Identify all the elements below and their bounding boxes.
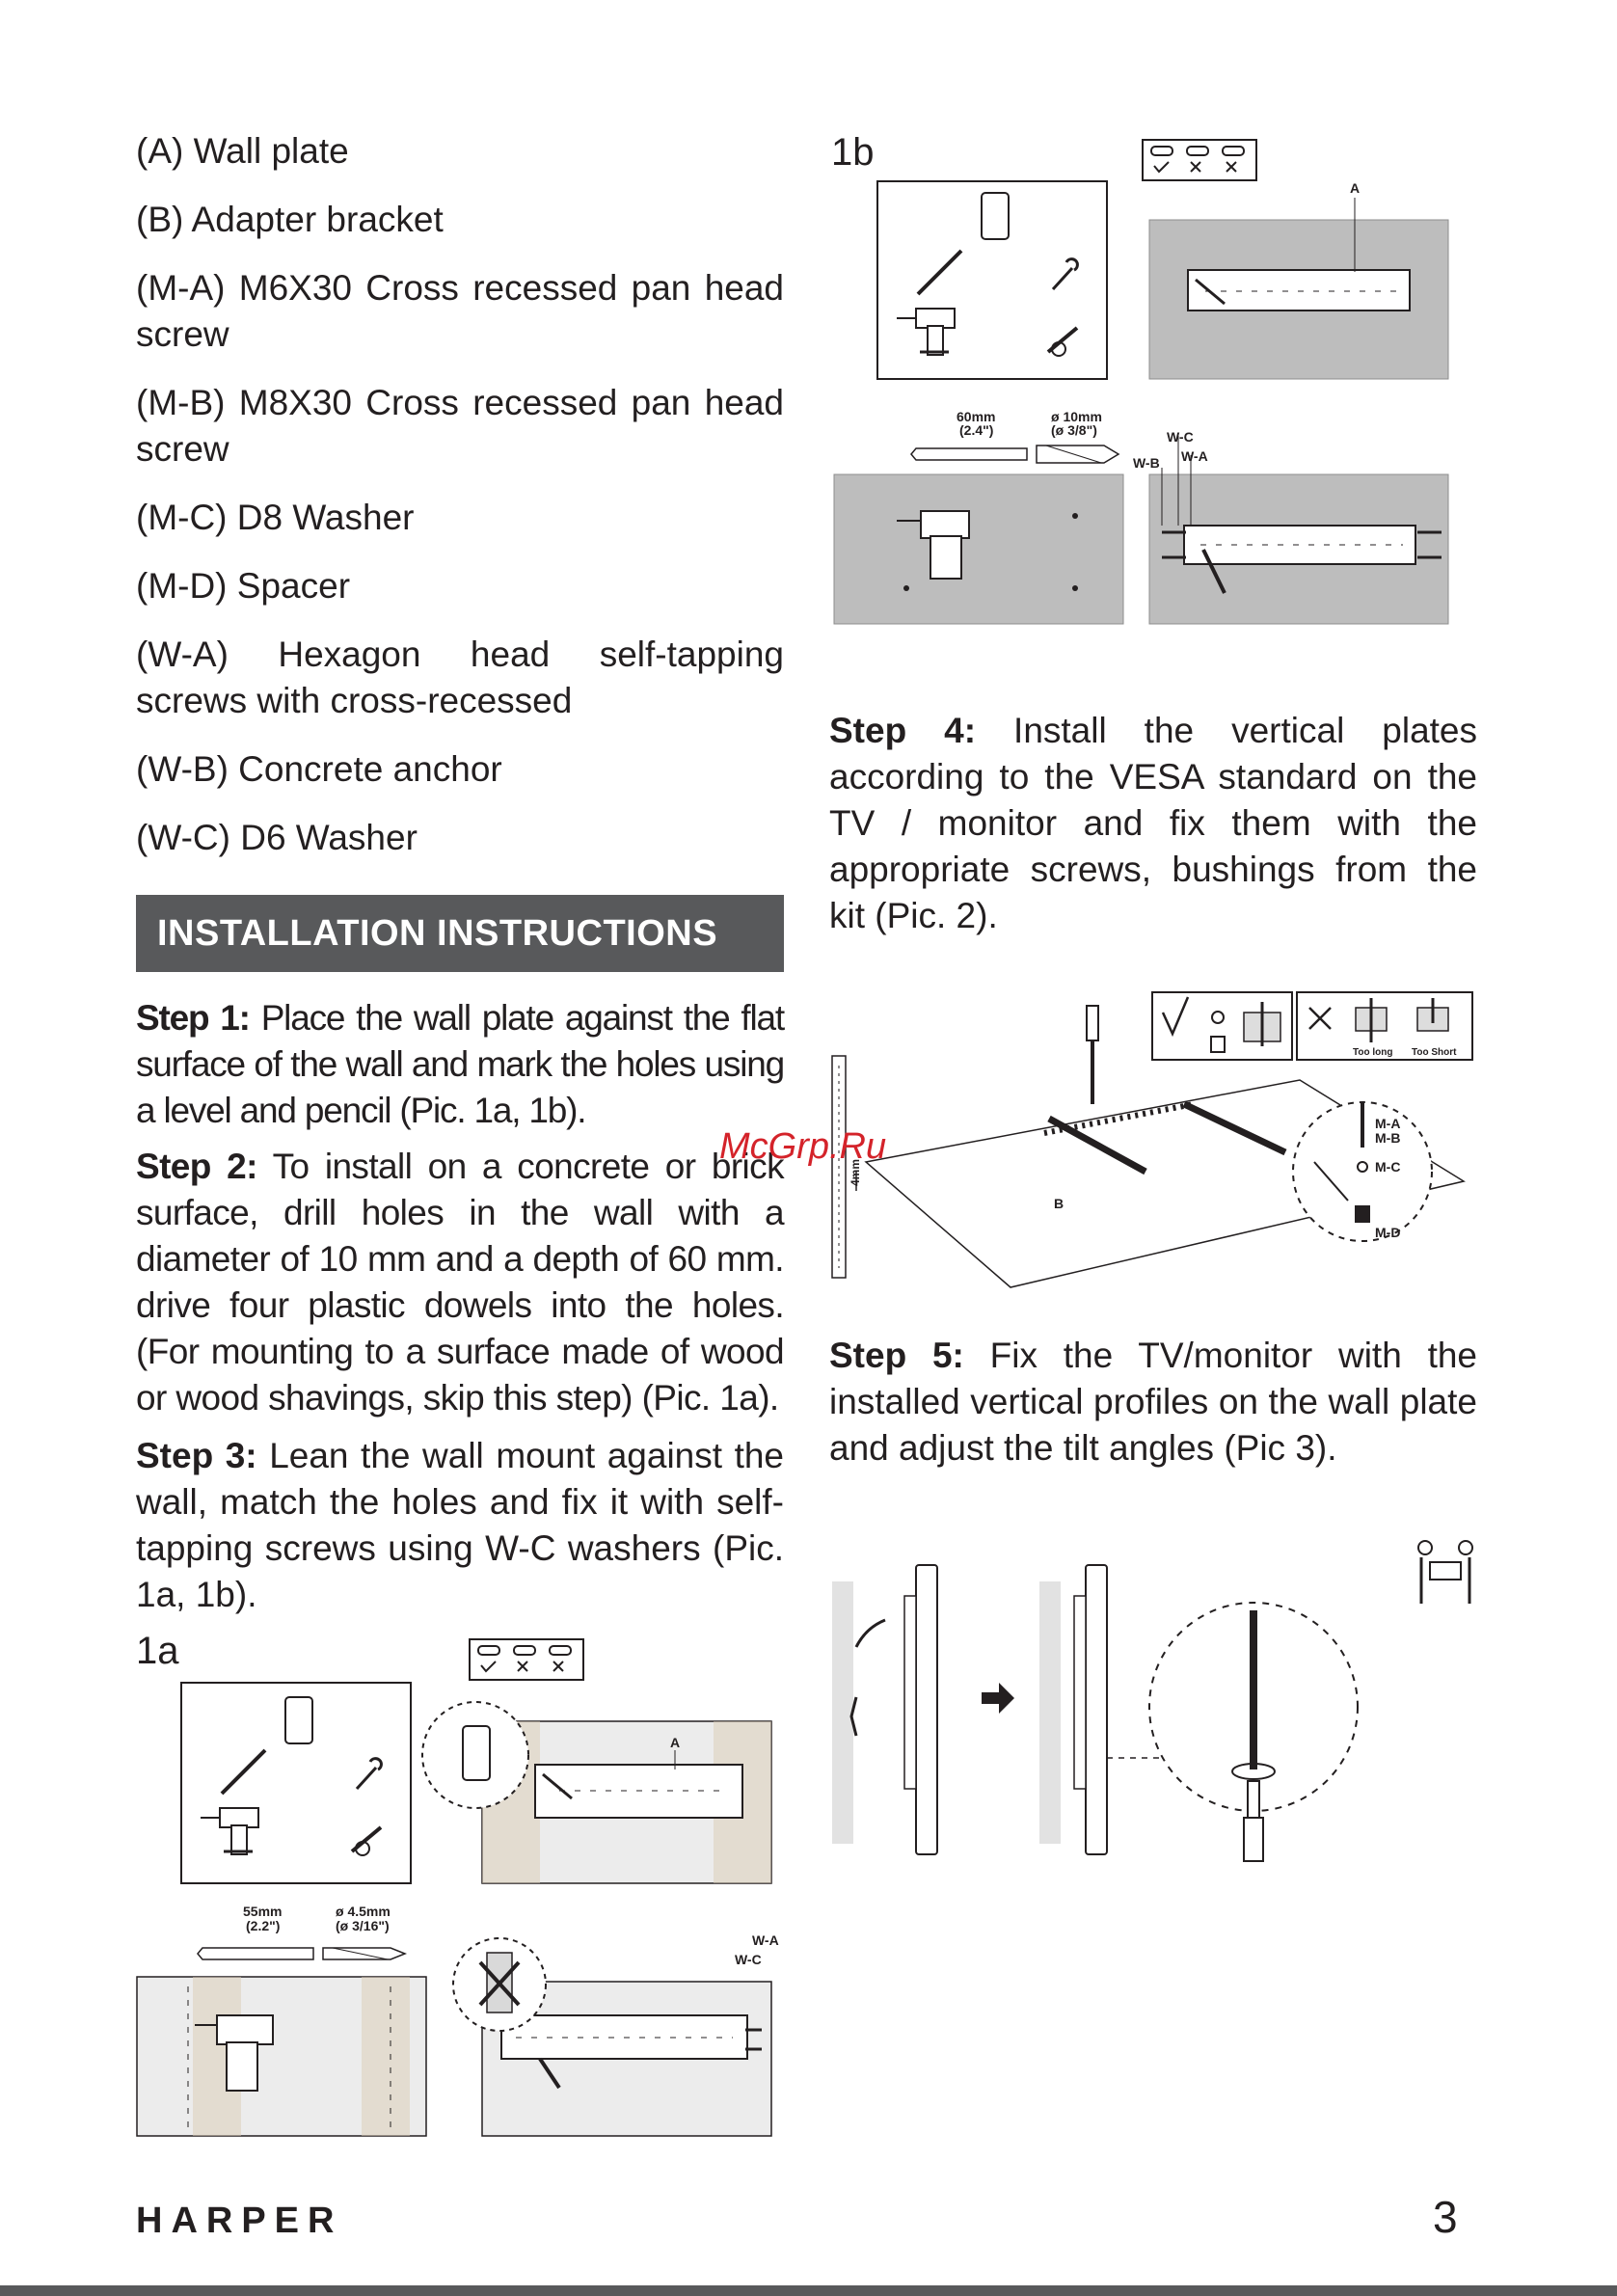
figure-3 (827, 1528, 1483, 1885)
part-item: (W-C) D6 Washer (136, 818, 418, 857)
bottom-rule (0, 2285, 1617, 2296)
brand-logo: HARPER (136, 2201, 343, 2241)
screw-wall-scene (453, 1938, 771, 2136)
drill-icon (897, 309, 955, 355)
wrench-icon (1053, 259, 1077, 289)
step-text: To install on a concrete or brick surface, drill holes in the wall with a diameter of 10 mm and a depth of 60 mm. drive four plastic dowels into the holes. (For mounting to a surface made of wood or wood shavings, skip this step) (Pic. 1a). (136, 1147, 784, 1418)
callout-wc: W-C (735, 1952, 762, 1967)
step-label: Step 3: (136, 1436, 257, 1475)
figure-3-illustration (827, 1528, 1483, 1885)
step-text: Fix the TV/monitor with the installed vertical profiles on the wall plate and adjust the tilt angles (Pic 3). (829, 1336, 1478, 1468)
drill-icon (201, 1808, 258, 1854)
figure-1a-label: 1a (136, 1630, 179, 1672)
step-text: Place the wall plate against the flat surface of the wall and mark the holes using a level and pencil (Pic. 1a, 1b). (136, 998, 784, 1130)
step-4 (829, 708, 1477, 939)
drill-diameter-in-label: (ø 3/8") (1051, 422, 1097, 438)
step-label: Step 5: (829, 1336, 964, 1375)
hole-check-icon (1143, 140, 1256, 180)
arrow-right-icon (982, 1683, 1014, 1714)
step-text: Install the vertical plates according to the VESA standard on the TV / monitor and fix them with the appropriate screws, bushings from the kit (Pic. 2). (829, 711, 1478, 935)
concrete-drill-scene (834, 474, 1123, 624)
concrete-wall-plate-scene (1149, 198, 1448, 379)
tilt-detail-circle (1149, 1603, 1358, 1861)
step-text: Lean the wall mount against the wall, match the holes and fix it with self-tapping screws using W-C washers (Pic. 1a, 1b). (136, 1436, 785, 1614)
part-item: (M-D) Spacer (136, 566, 351, 606)
wrong-screw-length-icon (1297, 992, 1472, 1060)
callout-ma: M-A (1375, 1116, 1401, 1131)
callout-wa: W-A (752, 1932, 779, 1948)
too-short-label: Too Short (1412, 1047, 1457, 1058)
drill-length-in-label: (2.4") (959, 422, 994, 438)
watermark: McGrp.Ru (719, 1126, 887, 1167)
section-title: INSTALLATION INSTRUCTIONS (136, 895, 784, 972)
drill-diameter-in-label: (ø 3/16") (336, 1918, 390, 1933)
step-5 (829, 1333, 1477, 1472)
drill-length-label: 55mm (243, 1904, 283, 1919)
pencil-icon (222, 1750, 265, 1794)
drill-diameter-label: ø 10mm (1051, 409, 1102, 424)
part-item: (M-A) M6X30 Cross recessed pan head screw (136, 268, 784, 354)
step-label: Step 1: (136, 998, 250, 1038)
page-number: 3 (1433, 2192, 1458, 2242)
drill-bit-dimension (198, 1904, 405, 1959)
step-label: Step 4: (829, 711, 977, 750)
figure-1b (829, 135, 1485, 646)
correct-screw-length-icon (1152, 992, 1292, 1060)
part-item: (M-B) M8X30 Cross recessed pan head screw (136, 383, 784, 469)
drill-bit-dimension (911, 409, 1118, 463)
drill-length-in-label: (2.2") (246, 1918, 281, 1933)
figure-2 (827, 988, 1483, 1307)
figure-1b-illustration (829, 135, 1485, 646)
callout-wb: W-B (1133, 455, 1160, 471)
step-3 (136, 1433, 784, 1618)
wall-plate-scene (422, 1702, 771, 1883)
detail-circle (1293, 1102, 1432, 1241)
step-1 (136, 995, 784, 1134)
part-item: (M-C) D8 Washer (136, 498, 415, 537)
concrete-screw-scene (1149, 436, 1448, 624)
callout-mb: M-B (1375, 1130, 1401, 1146)
part-item: (A) Wall plate (136, 131, 349, 171)
figure-1a-illustration (135, 1634, 791, 2146)
wrench-icon (357, 1759, 381, 1789)
drill-length-label: 60mm (957, 409, 996, 424)
part-item: (W-A) Hexagon head self-tapping screws with cross-recessed (136, 635, 784, 720)
depth-label: 4mm (849, 1158, 862, 1186)
callout-wc: W-C (1167, 429, 1194, 445)
figure-1a (135, 1634, 791, 2146)
hole-check-icon (470, 1639, 583, 1680)
callout-mc: M-C (1375, 1159, 1401, 1175)
step-label: Step 2: (136, 1147, 257, 1186)
drill-diameter-label: ø 4.5mm (336, 1904, 391, 1919)
step-2 (136, 1144, 784, 1421)
level-icon (285, 1697, 312, 1743)
too-long-label: Too long (1353, 1047, 1393, 1058)
callout-b: B (1054, 1196, 1065, 1211)
figure-2-illustration (827, 988, 1483, 1307)
part-item: (W-B) Concrete anchor (136, 749, 502, 789)
level-icon (982, 193, 1009, 239)
callout-md: M-D (1375, 1225, 1401, 1240)
figure-1b-label: 1b (831, 131, 875, 174)
callout-wa: W-A (1181, 448, 1208, 464)
pencil-icon (918, 251, 961, 294)
callout-a: A (670, 1735, 681, 1750)
tilt-before-scene (832, 1565, 937, 1854)
callout-a: A (1350, 180, 1361, 196)
two-person-lift-icon (1418, 1541, 1472, 1604)
drill-wall-scene (137, 1977, 426, 2136)
part-item: (B) Adapter bracket (136, 200, 444, 239)
